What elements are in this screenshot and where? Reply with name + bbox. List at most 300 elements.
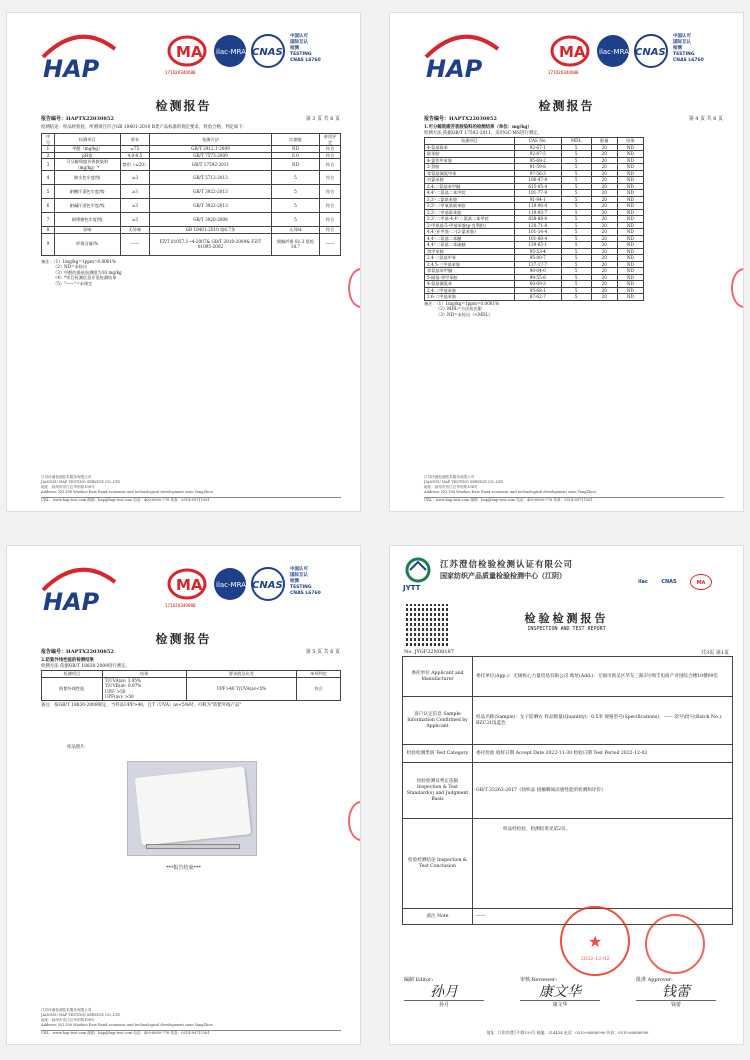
sig-label: 批准 Approver: [636, 977, 673, 983]
cell: 20 [591, 294, 617, 301]
method-text: 检测方法 依据GB/T 17592-2011，采用GC-MS进行测定。 [424, 131, 542, 136]
cell: GB/T 5713-2013 [150, 171, 272, 185]
cell: 5 [561, 248, 591, 255]
footer-line: 地址：扬州市邗江区华东路198号 [41, 1018, 95, 1022]
col-header: 单项判定 [297, 671, 341, 678]
report-page-4 [389, 12, 744, 512]
ilac-mra-icon [212, 33, 248, 69]
cma-mark-icon [167, 35, 207, 67]
cell: ND [617, 294, 643, 301]
footer-line: JIANGSU HAP TESTING SERVICE CO.,LTD [41, 1013, 121, 1017]
cell: 符合 [320, 159, 341, 171]
cell: 119-90-4 [515, 203, 562, 210]
section-title: 1.可分解致癌芳香胺染料的检测结果（单位：mg/kg） [424, 125, 532, 130]
cell: ND [617, 190, 643, 197]
cell: ND [617, 274, 643, 281]
cell: 20 [591, 157, 617, 164]
col-header: 序号 [42, 134, 55, 146]
table-row [42, 146, 341, 153]
notes [424, 301, 724, 318]
row-label: 备注 Note [403, 909, 473, 925]
cert-line: 中国认可 [673, 34, 691, 39]
col-header: 要求值及允差 [186, 671, 296, 678]
report-header [7, 546, 360, 616]
cell: 97-56-3 [515, 170, 562, 177]
remark-text: 备注：按GB/T 18830-2009规定，当样品UPF>40，且T（UVA）av<5%时，可称为"防紫外线产品" [41, 702, 242, 708]
cell: 20 [591, 261, 617, 268]
note-line: 备注：（1）1mg/kg=1ppm=0.0001% [424, 300, 500, 306]
footer-line: JIANGSU HAP TESTING SERVICE CO.,LTD [41, 480, 121, 484]
page-number: 第 5 页 共 6 页 [305, 649, 340, 655]
results-table [41, 133, 341, 256]
row-label: 检验检测类别 Test Category [403, 745, 473, 763]
cell: 3,3'-二甲基联苯胺 [425, 209, 515, 216]
result-line: T(UVA)av: 3.95% [104, 677, 142, 683]
ma-serial: 171020340088 [548, 70, 579, 75]
page-number: 第 3 页 共 6 页 [305, 116, 340, 122]
cell: 20 [591, 235, 617, 242]
cell: ND [617, 235, 643, 242]
cell: 60-09-3 [515, 281, 562, 288]
row-value: 委托单位(App.)：无锡栎心力量贸易有限公司 地址(Add.)：无锡市新吴区华友三路3号细丰电商产业园综合楼10楼09室 [473, 657, 733, 697]
sig-name: 孙月 [438, 1002, 449, 1008]
cell: 邻氨基偶氮甲苯 [425, 170, 515, 177]
cell: 5 [561, 209, 591, 216]
cell: 95-69-2 [515, 157, 562, 164]
page-number: 共3页 第1页 [701, 650, 729, 656]
cell: 5 [271, 213, 319, 227]
result-line: T(UVB)av: 0.97% [104, 683, 142, 688]
report-number: 报告编号：HAPTX22030852 [424, 116, 497, 122]
footer-line: 地址：扬州市邗江区华东路198号 [41, 485, 95, 489]
note-line: （4）*项目检测信息详见检测结果 [53, 275, 117, 280]
col-header: 检测项目 [54, 134, 120, 146]
cell: ND [617, 157, 643, 164]
cell: 20 [591, 183, 617, 190]
footer [41, 1008, 341, 1036]
stamp-date: 2022-12-02 [580, 956, 610, 962]
cell: 耐摩擦色牢度/级 [54, 213, 120, 227]
cell: 6 [42, 199, 55, 213]
cell: 5 [561, 274, 591, 281]
ilac-mra-icon: ilac [638, 579, 648, 585]
footer-line: URL：www.hap-test.com 邮箱：hap@hap-test.com 电话：400-6600-776 传真：0514-89711561 [41, 497, 341, 503]
cell: 101-14-4 [515, 229, 562, 236]
col-header: 检测项目 [425, 138, 515, 145]
reviewer-signature [520, 976, 600, 1008]
cell: 5 [561, 242, 591, 249]
cert-line: 中国认可 [290, 34, 308, 39]
table-header-row [42, 134, 341, 146]
svg-text:HAP: HAP [43, 588, 100, 616]
cell: ND [617, 281, 643, 288]
cell: 20 [591, 268, 617, 275]
row-value: —— [473, 909, 733, 925]
table-row [42, 159, 341, 171]
col-header: 要求 [120, 134, 150, 146]
page-title: 检验检测报告 [524, 612, 609, 625]
cell: 甲醛（mg/kg） [54, 146, 120, 153]
cell: 5 [561, 235, 591, 242]
jytt-logo-icon [400, 556, 436, 592]
method-text: 检测方法 依据GB/T 18830-2009进行测定。 [41, 664, 130, 669]
footer: 地址：江阴市澄江中路159号 邮编：214434 电话：0510-86886996 传真：0510-86886996 [486, 1030, 649, 1035]
cell: 禁用（≤20） [120, 159, 150, 171]
cell: GB 18401-2010 第6.7条 [150, 227, 272, 234]
svg-text:MA: MA [176, 43, 203, 61]
cnas-icon [249, 566, 287, 602]
report-header [7, 13, 360, 83]
footer-line: JIANGSU HAP TESTING SERVICE CO.,LTD [424, 480, 504, 484]
cell: 符合 [320, 227, 341, 234]
svg-text:ilac-MRA: ilac-MRA [216, 48, 246, 56]
cma-mark-icon [167, 568, 207, 600]
cell: ND [271, 159, 319, 171]
note-line: （2）ND=未检出 [53, 264, 88, 269]
row-value: 委托检验 收样日期 Accept Date 2022-11-30 检验日期 Test Period 2022-12-02 [473, 745, 733, 763]
azo-table [424, 137, 644, 301]
cell: ≥3 [120, 185, 150, 199]
table-row [425, 294, 644, 301]
cell: 20 [591, 222, 617, 229]
row-label: 检验检测及判定依据 Inspection & Test Standard(s) and Judgment Basis [403, 763, 473, 819]
footer-line: 江苏环港检测技术服务有限公司 [41, 475, 92, 479]
col-header: 实测值 [271, 134, 319, 146]
footer-line: Address: NO.198 Wuzhou East Road,economic and technological development zone,YangZhou [41, 1023, 213, 1027]
cell: GB/T 3922-2013 [150, 185, 272, 199]
cell: 聚酯纤维 81.3 氨纶 18.7 [271, 233, 319, 255]
cell: ≤75 [120, 146, 150, 153]
cell: 符合 [320, 146, 341, 153]
cell: 符合 [320, 171, 341, 185]
page-number: 第 4 页 共 6 页 [688, 116, 723, 122]
cell: 纤维含量/% [54, 233, 120, 255]
cell: 2,6-二甲基苯胺 [425, 294, 515, 301]
section-title: 2.防紫外线性能的检测结果 [41, 658, 94, 663]
row-label: 客户认定信息 Sample Information Confirmed by Applicant [403, 697, 473, 745]
table-row [403, 657, 733, 697]
cell: 5 [561, 203, 591, 210]
sig-label: 审核 Reviewer: [520, 977, 558, 983]
cell: 5 [561, 157, 591, 164]
page-title: 检测报告 [155, 99, 212, 113]
report-number: 报告编号：HAPTX22030852 [41, 649, 114, 655]
cell: 5-硝基-邻甲苯胺 [425, 274, 515, 281]
cell: ND [617, 151, 643, 158]
cma-mark-icon [550, 35, 590, 67]
cnas-icon: CNAS [661, 579, 677, 585]
row-label: 检验检测结论 Inspection & Test Conclusion [403, 819, 473, 909]
cell: 2,4-二氨基甲苯 [425, 255, 515, 262]
cell: ND [617, 216, 643, 223]
jytt-report-page-1 [389, 545, 744, 1045]
cell: 20 [591, 216, 617, 223]
cell: 5 [271, 171, 319, 185]
cell: 对氯苯胺 [425, 177, 515, 184]
cell: 2-萘胺 [425, 164, 515, 171]
cell: GB/T 17592-2011 [150, 159, 272, 171]
cell: 5 [561, 255, 591, 262]
cell: 91-94-1 [515, 196, 562, 203]
table-row [403, 819, 733, 909]
table-row [42, 185, 341, 199]
cell: 4,4'-二氨基二苯甲烷 [425, 190, 515, 197]
cell: 2,4,5-三甲基苯胺 [425, 261, 515, 268]
row-label: 委托单位 Applicant and Manufacturer [403, 657, 473, 697]
hap-logo-icon [39, 560, 119, 616]
cell: 无异味 [120, 227, 150, 234]
cell: 5 [561, 268, 591, 275]
cell: 615-05-4 [515, 183, 562, 190]
cert-line: CNAS L6760 [290, 591, 321, 596]
ruler-image [146, 844, 240, 849]
cell: 90-04-0 [515, 268, 562, 275]
svg-text:HAP: HAP [426, 55, 483, 83]
inspection-seal-icon [645, 914, 705, 974]
ma-serial: 171020340088 [165, 70, 196, 75]
cell: ND [617, 196, 643, 203]
cell: GB/T 3922-2013 [150, 199, 272, 213]
cell: 5 [561, 216, 591, 223]
photo-label: 样品照片： [67, 744, 89, 750]
cert-text [290, 34, 321, 64]
cell: 20 [591, 164, 617, 171]
footer-line: Address: NO.198 Wuzhou East Road,economic and technological development zone,YangZhou [424, 490, 596, 494]
cert-line: TESTING [673, 52, 695, 57]
cell: ND [617, 144, 643, 151]
cell: 137-17-7 [515, 261, 562, 268]
company-name: 江苏澄信检验检测认证有限公司 [440, 560, 574, 570]
cell: 139-65-1 [515, 242, 562, 249]
cell: 87-62-7 [515, 294, 562, 301]
cert-line: 中国认可 [290, 567, 308, 572]
cell: GB/T 2912.1-2009 [150, 146, 272, 153]
cell: 95-80-7 [515, 255, 562, 262]
note-line: （3）甲醛的最低检测限为16 mg/kg [53, 269, 122, 275]
cell: 5 [42, 185, 55, 199]
footer-line: 江苏环港检测技术服务有限公司 [41, 1008, 92, 1012]
seal-stamp-edge [731, 268, 744, 308]
cell: ND [617, 183, 643, 190]
cell: 3 [42, 159, 55, 171]
cell: 4-氯邻甲苯胺 [425, 157, 515, 164]
cell: 106-47-8 [515, 177, 562, 184]
cell: 4 [42, 171, 55, 185]
note-line: （3）ND=未检出（<MDL） [436, 311, 493, 317]
col-header: 结果 [102, 671, 186, 678]
cell: 1 [42, 146, 55, 153]
cell: 20 [591, 151, 617, 158]
cell: 20 [591, 144, 617, 151]
cert-text [290, 567, 321, 597]
cell: ND [617, 242, 643, 249]
cell: 91-59-8 [515, 164, 562, 171]
report-info-table [402, 656, 733, 925]
table-row [42, 199, 341, 213]
cell: 20 [591, 229, 617, 236]
table-row [403, 745, 733, 763]
cell: 20 [591, 203, 617, 210]
cell: 5 [561, 196, 591, 203]
cert-line: 国际互认 [673, 40, 691, 45]
cell: 20 [591, 287, 617, 294]
cell: 3,3'-二氯联苯胺 [425, 196, 515, 203]
cell: ND [617, 203, 643, 210]
cell: 119-93-7 [515, 209, 562, 216]
cert-line: CNAS L6760 [290, 58, 321, 63]
jytt-logo-text: JYTT [403, 584, 421, 592]
col-header: MDL [561, 138, 591, 145]
cell: 101-80-4 [515, 235, 562, 242]
cell: 邻甲苯胺 [425, 248, 515, 255]
report-page-3 [6, 12, 361, 512]
cell: 3,3'-二甲基-4,4'-二氨基二苯甲烷 [425, 216, 515, 223]
cell: 符合 [320, 152, 341, 159]
cell: 耐水色牢度/级 [54, 171, 120, 185]
hap-logo-icon [422, 27, 502, 83]
report-number: 报告编号：HAPTX22030852 [41, 116, 114, 122]
cell: —— [320, 233, 341, 255]
cell: 5 [561, 170, 591, 177]
cell: 符合 [320, 199, 341, 213]
cell: 符合 [297, 677, 341, 700]
cell: 无异味 [271, 227, 319, 234]
footer-line: URL：www.hap-test.com 邮箱：hap@hap-test.com 电话：400-6600-776 传真：0514-89711561 [424, 497, 724, 503]
cell: 防紫外线性能 [42, 677, 103, 700]
cnas-icon [632, 33, 670, 69]
cell: 120-71-8 [515, 222, 562, 229]
footer [424, 475, 724, 503]
cell: 5 [561, 281, 591, 288]
cell: 99-55-8 [515, 274, 562, 281]
cell: 5 [561, 294, 591, 301]
cell [102, 677, 186, 700]
sig-name: 钱蕾 [670, 1002, 681, 1008]
cell: 5 [561, 183, 591, 190]
cell: ≥3 [120, 213, 150, 227]
result-line: UPF(av): >50 [104, 694, 134, 699]
cell: —— [120, 233, 150, 255]
cell: 92-67-1 [515, 144, 562, 151]
uv-table [41, 670, 341, 701]
cell: 4,4'-二氨基二苯醚 [425, 235, 515, 242]
ma-serial: 171020340088 [165, 603, 196, 608]
cell: 20 [591, 281, 617, 288]
cell: GB/T 7573-2009 [150, 152, 272, 159]
row-value: GB/T 33263-2017《纺织品 接触瞬间凉感性能的检测和评价》 [473, 763, 733, 819]
cell: 20 [591, 248, 617, 255]
cnas-icon [249, 33, 287, 69]
page-title: 检测报告 [155, 632, 212, 646]
table-row [403, 697, 733, 745]
center-name: 国家纺织产品质量检验检测中心（江阴） [440, 571, 566, 580]
cell: 符合 [320, 213, 341, 227]
footer-line: 江苏环港检测技术服务有限公司 [424, 475, 475, 479]
cell: FZ/T 01057.1~4-2007& GB/T 2910-2009& FZ/T 01095-2002 [150, 233, 272, 255]
col-header: 检测项目 [42, 671, 103, 678]
note-line: （5）"——"=未规定 [53, 280, 93, 286]
cell: pH值 [54, 152, 120, 159]
cell: 8 [42, 227, 55, 234]
cell: ND [617, 229, 643, 236]
report-body [41, 658, 341, 751]
cell: 95-53-4 [515, 248, 562, 255]
cell: 异味 [54, 227, 120, 234]
cell: UPF>40 T(UVA)av<5% [186, 677, 296, 700]
svg-text:CNAS: CNAS [252, 580, 283, 591]
svg-text:CNAS: CNAS [252, 47, 283, 58]
signature-image: 钱蕾 [636, 983, 716, 1001]
footer [41, 475, 341, 503]
cell: ND [617, 255, 643, 262]
cell: 4.0-8.5 [120, 152, 150, 159]
ilac-mra-icon [212, 566, 248, 602]
cell: 耐碱汗渍色牢度/级 [54, 199, 120, 213]
cell: 4,4'-亚甲基-二-(2-氯苯胺) [425, 229, 515, 236]
cell: ND [617, 177, 643, 184]
fabric-sample-image [135, 766, 252, 845]
table-row [42, 233, 341, 255]
cell: 5 [561, 177, 591, 184]
cert-line: 检测 [673, 46, 682, 51]
cell: 7 [42, 213, 55, 227]
seal-star-icon: ★ [588, 932, 603, 951]
cell: 20 [591, 196, 617, 203]
signature-image: 孙月 [404, 983, 484, 1001]
editor-signature [404, 976, 484, 1008]
cell: 4,4'-二氨基二苯硫醚 [425, 242, 515, 249]
cell: 可分解致癌芳香胺染料（mg/kg）* [54, 159, 120, 171]
official-seal-icon [560, 906, 630, 976]
cell: 20 [591, 170, 617, 177]
cell: 5 [271, 199, 319, 213]
svg-text:MA: MA [176, 576, 203, 594]
page-title: 检测报告 [538, 99, 595, 113]
cert-line: 检测 [290, 579, 299, 584]
result-line: UPF: >50 [104, 688, 126, 694]
cma-mark-icon: MA [690, 574, 712, 590]
cell: 20 [591, 190, 617, 197]
col-header: 检测方法 [150, 134, 272, 146]
table-row [42, 227, 341, 234]
cell: 2 [42, 152, 55, 159]
cell: 5 [561, 144, 591, 151]
cell: 6.0 [271, 152, 319, 159]
cell: 20 [591, 242, 617, 249]
cell: 5 [561, 222, 591, 229]
cell: 838-88-0 [515, 216, 562, 223]
cell: ND [617, 222, 643, 229]
cell: 4-氨基偶氮苯 [425, 281, 515, 288]
cell: ND [271, 146, 319, 153]
ilac-mra-icon [595, 33, 631, 69]
note-line: 备注：（1）1mg/kg=1ppm=0.0001% [41, 258, 117, 264]
cell: 5 [271, 185, 319, 199]
svg-text:ilac-MRA: ilac-MRA [599, 48, 629, 56]
report-number: No. JYGF22N08187 [404, 649, 454, 655]
cert-line: TESTING [290, 52, 312, 57]
hap-logo-icon [39, 27, 119, 83]
cell: 联苯胺 [425, 151, 515, 158]
seal-stamp-edge [348, 268, 361, 308]
signature-image: 康文华 [520, 983, 600, 1001]
cell: 20 [591, 209, 617, 216]
cell: 5 [561, 261, 591, 268]
note-line: （2）MDL=方法检出限 [436, 306, 482, 311]
svg-text:MA: MA [559, 43, 586, 61]
cell: 5 [561, 190, 591, 197]
report-end: ***报告结束*** [165, 865, 201, 871]
